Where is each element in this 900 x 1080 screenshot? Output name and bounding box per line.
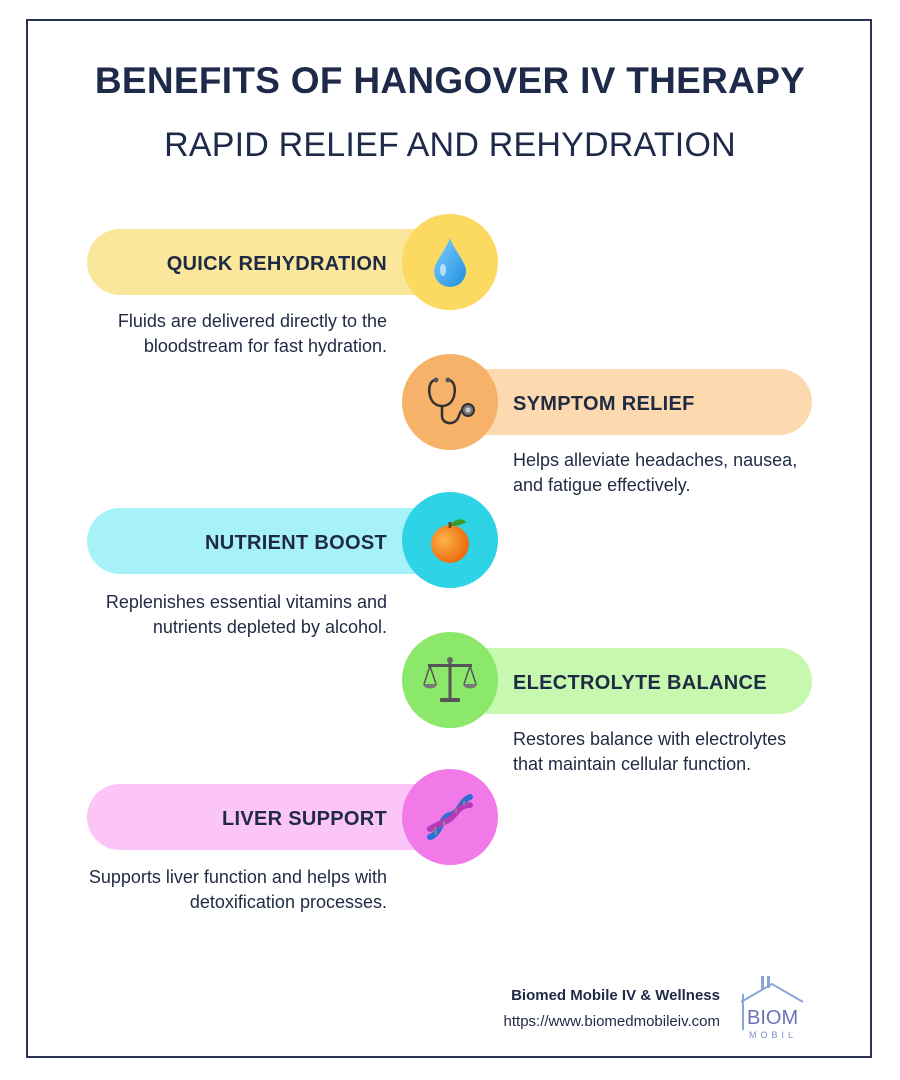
benefit-description-quick-rehydration: Fluids are delivered directly to the bloodstream for fast hydration.	[117, 311, 387, 356]
benefit-circle-nutrient-boost	[402, 492, 498, 588]
benefit-title-symptom-relief: SYMPTOM RELIEF	[513, 393, 695, 415]
page-title: BENEFITS OF HANGOVER IV THERAPY	[94, 60, 806, 101]
benefit-circle-quick-rehydration	[402, 214, 498, 310]
benefit-circle-electrolyte-balance	[402, 632, 498, 728]
balance-scale-icon	[422, 654, 478, 706]
benefit-circle-symptom-relief	[402, 354, 498, 450]
benefit-circle-liver-support	[402, 769, 498, 865]
benefit-description-symptom-relief: Helps alleviate headaches, nausea, and fatigue effectively.	[513, 450, 798, 495]
company-name: Biomed Mobile IV & Wellness	[511, 987, 720, 1004]
logo-text-bottom: MOBIL	[749, 1030, 798, 1040]
stethoscope-icon	[422, 374, 478, 430]
benefit-description-nutrient-boost: Replenishes essential vitamins and nutrients depleted by alcohol.	[105, 592, 387, 637]
logo-text-top: BIOM	[747, 1007, 799, 1029]
company-url[interactable]: https://www.biomedmobileiv.com	[503, 1013, 720, 1030]
benefit-title-electrolyte-balance: ELECTROLYTE BALANCE	[513, 672, 767, 694]
dna-icon	[422, 789, 478, 845]
benefit-description-liver-support: Supports liver function and helps with detoxification processes.	[88, 867, 387, 912]
water-drop-icon	[430, 236, 470, 288]
page-subtitle: RAPID RELIEF AND REHYDRATION	[164, 126, 736, 164]
benefit-title-liver-support: LIVER SUPPORT	[221, 808, 387, 830]
orange-fruit-icon	[426, 514, 474, 566]
company-logo	[737, 972, 807, 1044]
benefit-description-electrolyte-balance: Restores balance with electrolytes that maintain cellular function.	[513, 729, 787, 774]
benefit-title-quick-rehydration: QUICK REHYDRATION	[166, 253, 387, 275]
benefit-title-nutrient-boost: NUTRIENT BOOST	[205, 532, 387, 554]
